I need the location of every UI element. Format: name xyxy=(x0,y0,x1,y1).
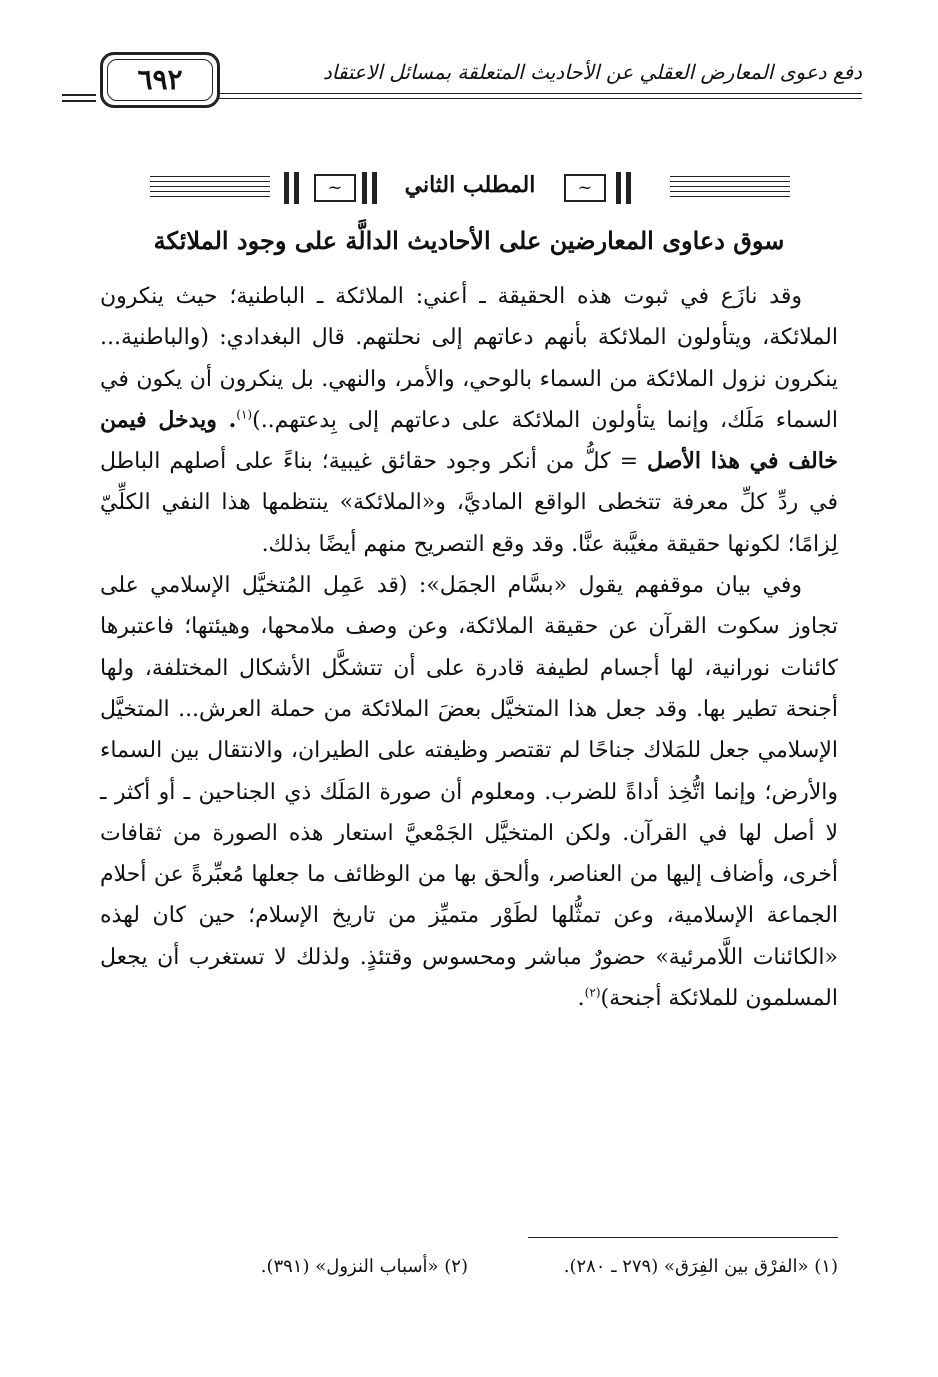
ornament-flourish-icon: ~ xyxy=(564,174,606,202)
paragraph-text: وفي بيان موقفهم يقول «بسَّام الجمَل»: (قد عَمِل المُتخيَّل الإسلامي على تجاوز سكوت القرآن عن حقيقة الملائكة، وعن وصف ملامحها، وهيئتها؛ فاعتبرها كائنات نورانية، لها أجسام لطيفة قادرة على أن تتشكَّل الأشكال المختلفة، ولها أجنحة تطير بها. وقد جعل هذا المتخيَّل بعضَ الملائكة من حملة العرش... المتخيَّل الإسلامي جعل للمَلاك جناحًا لم تقتصر وظيفته على الطيران، والانتقال بين السماء والأرض؛ وإنما اتُّخِذ أداةً للضرب. ومعلوم أن صورة المَلَك ذي الجناحين ـ أو أكثر ـ لا أصل لها في القرآن. ولكن المتخيَّل الجَمْعيَّ استعار هذه الصورة من ثقافات أخرى، وأضاف إليها من العناصر، وألحق بها من الوظائف ما جعلها مُعبِّرةً عن أحلام الجماعة الإسلامية، وعن تمثُّلها لطَوْر متميِّز من تاريخ الإسلام؛ حين كان لهذه «الكائنات اللَّامرئية» حضورٌ مباشر ومحسوس وقتئذٍ. ولذلك لا تستغرب أن يجعل المسلمون للملائكة أجنحة) xyxy=(100,573,838,1012)
page-number-frame xyxy=(100,52,220,108)
paragraph-text: وقد نازَع في ثبوت هذه الحقيقة ـ أعني: الملائكة ـ الباطنية؛ حيث ينكرون الملائكة، ويتأولون الملائكة بأنهم دعاتهم إلى نحلتهم. قال البغدادي: (والباطنية... ينكرون نزول الملائكة من السماء بالوحي، والأمر، والنهي. بل ينكرون أن يكون في السماء مَلَك، وإنما يتأولون الملائكة على دعاتهم إلى بِدعتهم..) xyxy=(100,284,839,433)
header-rule xyxy=(122,98,862,99)
footnote: (٢) «أسباب النزول» (٣٩١). xyxy=(260,1256,468,1277)
running-header xyxy=(62,50,862,120)
footnote-rule xyxy=(528,1237,838,1238)
section-title: سوق دعاوى المعارضين على الأحاديث الدالَّة على وجود الملائكة xyxy=(153,226,785,255)
section-label: المطلب الثاني xyxy=(404,172,536,198)
paragraph-bold-text: . ويدخل فيمن خالف في هذا الأصل xyxy=(100,406,838,475)
footnotes xyxy=(100,1256,838,1286)
paragraph-text: = كلُّ من أنكر وجود حقائق غيبية؛ بناءً على أصلهم الباطل في ردِّ كلِّ معرفة تتخطى الواقع الماديَّ، و«الملائكة» ينتظمها هذا النفي الكلِّيّ لِزامًا؛ لكونها حقيقة مغيَّبة عنَّا. وقد وقع التصريح منهم أيضًا بذلك. xyxy=(100,449,838,557)
paragraph xyxy=(100,565,838,1019)
section-heading xyxy=(150,170,790,208)
header-dash xyxy=(62,100,96,102)
ornament-flourish-icon: ~ xyxy=(314,174,356,202)
ornament-bars-icon xyxy=(362,172,380,204)
ornament-lines-left xyxy=(150,176,270,202)
paragraph xyxy=(100,276,838,565)
ornament-bars-icon xyxy=(284,172,302,204)
footnote: (١) «الفرْق بين الفِرَق» (٢٧٩ ـ ٢٨٠). xyxy=(563,1256,838,1277)
ornament-lines-right xyxy=(670,176,790,202)
footnote-ref: (٢) xyxy=(584,985,601,1000)
footnote-ref: (١) xyxy=(236,407,253,422)
page-number: ٦٩٢ xyxy=(137,63,183,96)
paragraph-text: . xyxy=(577,986,585,1012)
header-dash xyxy=(62,94,96,96)
body-text xyxy=(100,276,838,1019)
running-title: دفع دعوى المعارض العقلي عن الأحاديث المتعلقة بمسائل الاعتقاد xyxy=(322,60,862,84)
header-rule xyxy=(122,93,862,94)
ornament-bars-icon xyxy=(616,172,634,204)
